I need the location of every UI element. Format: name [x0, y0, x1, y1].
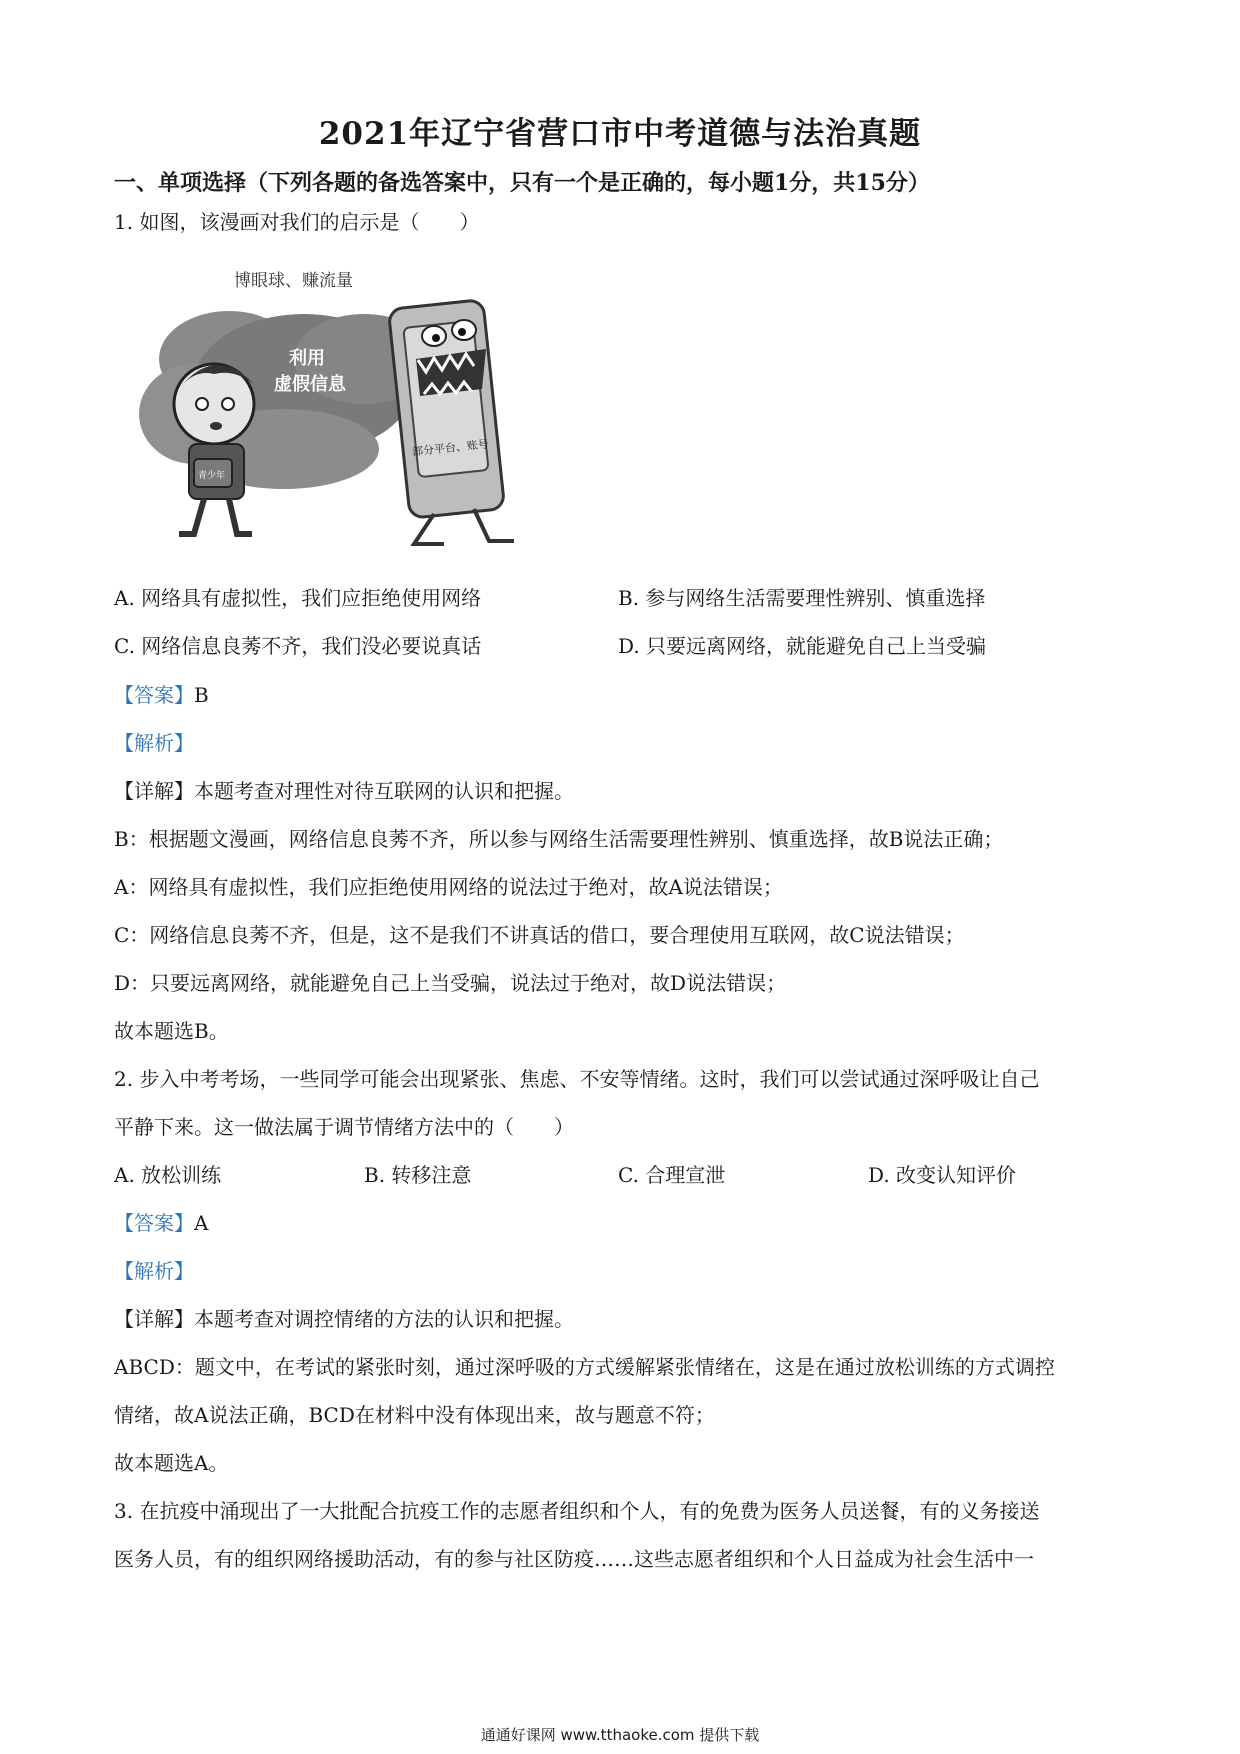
- q2-option-a: A. 放松训练: [114, 1163, 222, 1187]
- detail-text: 本题考查对调控情绪的方法的认识和把握。: [194, 1307, 574, 1331]
- q2-explanation-line: 情绪，故A说法正确，BCD在材料中没有体现出来，故与题意不符；: [114, 1403, 715, 1427]
- q2-option-c: C. 合理宣泄: [618, 1163, 726, 1187]
- q2-analysis-tag: [114, 1257, 194, 1285]
- cartoon-image: [134, 264, 534, 560]
- cartoon-bag-label: 青少年: [198, 471, 226, 481]
- q1-detail: [114, 777, 574, 805]
- q2-stem-line2: 平静下来。这一做法属于调节情绪方法中的（ ）: [114, 1115, 574, 1139]
- q1-option-c: C. 网络信息良莠不齐，我们没必要说真话: [114, 634, 482, 658]
- cartoon-bubble-line1: 利用: [289, 348, 325, 369]
- section-heading: 一、单项选择（下列各题的备选答案中，只有一个是正确的，每小题1分，共15分）: [114, 170, 930, 196]
- analysis-tag: 【解析】: [114, 1259, 194, 1283]
- cartoon-phone-label: 部分平台、账号: [411, 437, 490, 459]
- q1-answer: [114, 681, 209, 709]
- detail-tag: 【详解】: [114, 1307, 194, 1331]
- q2-explanation-line: ABCD：题文中，在考试的紧张时刻，通过深呼吸的方式缓解紧张情绪在，这是在通过放松训练的方式调控: [114, 1355, 1055, 1379]
- q2-detail: [114, 1305, 574, 1333]
- q2-option-d: D. 改变认知评价: [868, 1163, 1017, 1187]
- q1-explanation-line: B：根据题文漫画，网络信息良莠不齐，所以参与网络生活需要理性辨别、慎重选择，故B说法正确；: [114, 827, 1004, 851]
- q1-stem: 1. 如图，该漫画对我们的启示是（ ）: [114, 210, 480, 234]
- cartoon-bubble-line2: 虚假信息: [274, 374, 346, 395]
- page-title: 2021年辽宁省营口市中考道德与法治真题: [318, 116, 922, 152]
- answer-tag: 【答案】: [114, 683, 194, 707]
- q2-answer: [114, 1209, 208, 1237]
- analysis-tag: 【解析】: [114, 731, 194, 755]
- q3-stem-line2: 医务人员，有的组织网络援助活动，有的参与社区防疫……这些志愿者组织和个人日益成为社会生活中一: [114, 1547, 1034, 1571]
- q1-explanation-line: C：网络信息良莠不齐，但是，这不是我们不讲真话的借口，要合理使用互联网，故C说法错误；: [114, 923, 965, 947]
- phone-monster: [388, 300, 514, 544]
- page-footer: 通通好课网 www.tthaoke.com 提供下载: [480, 1726, 760, 1744]
- q1-explanation-line: D：只要远离网络，就能避免自己上当受骗，说法过于绝对，故D说法错误；: [114, 971, 787, 995]
- cartoon-caption: 博眼球、赚流量: [234, 271, 353, 291]
- q2-option-b: B. 转移注意: [364, 1163, 472, 1187]
- q1-explanation-line: A：网络具有虚拟性，我们应拒绝使用网络的说法过于绝对，故A说法错误；: [114, 875, 783, 899]
- detail-text: 本题考查对理性对待互联网的认识和把握。: [194, 779, 574, 803]
- answer-tag: 【答案】: [114, 1211, 194, 1235]
- answer-value: A: [194, 1211, 209, 1235]
- answer-value: B: [194, 683, 209, 707]
- q1-option-a: A. 网络具有虚拟性，我们应拒绝使用网络: [114, 586, 482, 610]
- detail-tag: 【详解】: [114, 779, 194, 803]
- q1-option-b: B. 参与网络生活需要理性辨别、慎重选择: [618, 586, 986, 610]
- q3-stem-line1: 3. 在抗疫中涌现出了一大批配合抗疫工作的志愿者组织和个人，有的免费为医务人员送餐，有的义务接送: [114, 1499, 1040, 1523]
- q1-analysis-tag: [114, 729, 194, 757]
- q2-stem-line1: 2. 步入中考考场，一些同学可能会出现紧张、焦虑、不安等情绪。这时，我们可以尝试通过深呼吸让自己: [114, 1067, 1040, 1091]
- q2-explanation-line: 故本题选A。: [114, 1451, 229, 1475]
- q1-explanation-line: 故本题选B。: [114, 1019, 229, 1043]
- q1-option-d: D. 只要远离网络，就能避免自己上当受骗: [618, 634, 987, 658]
